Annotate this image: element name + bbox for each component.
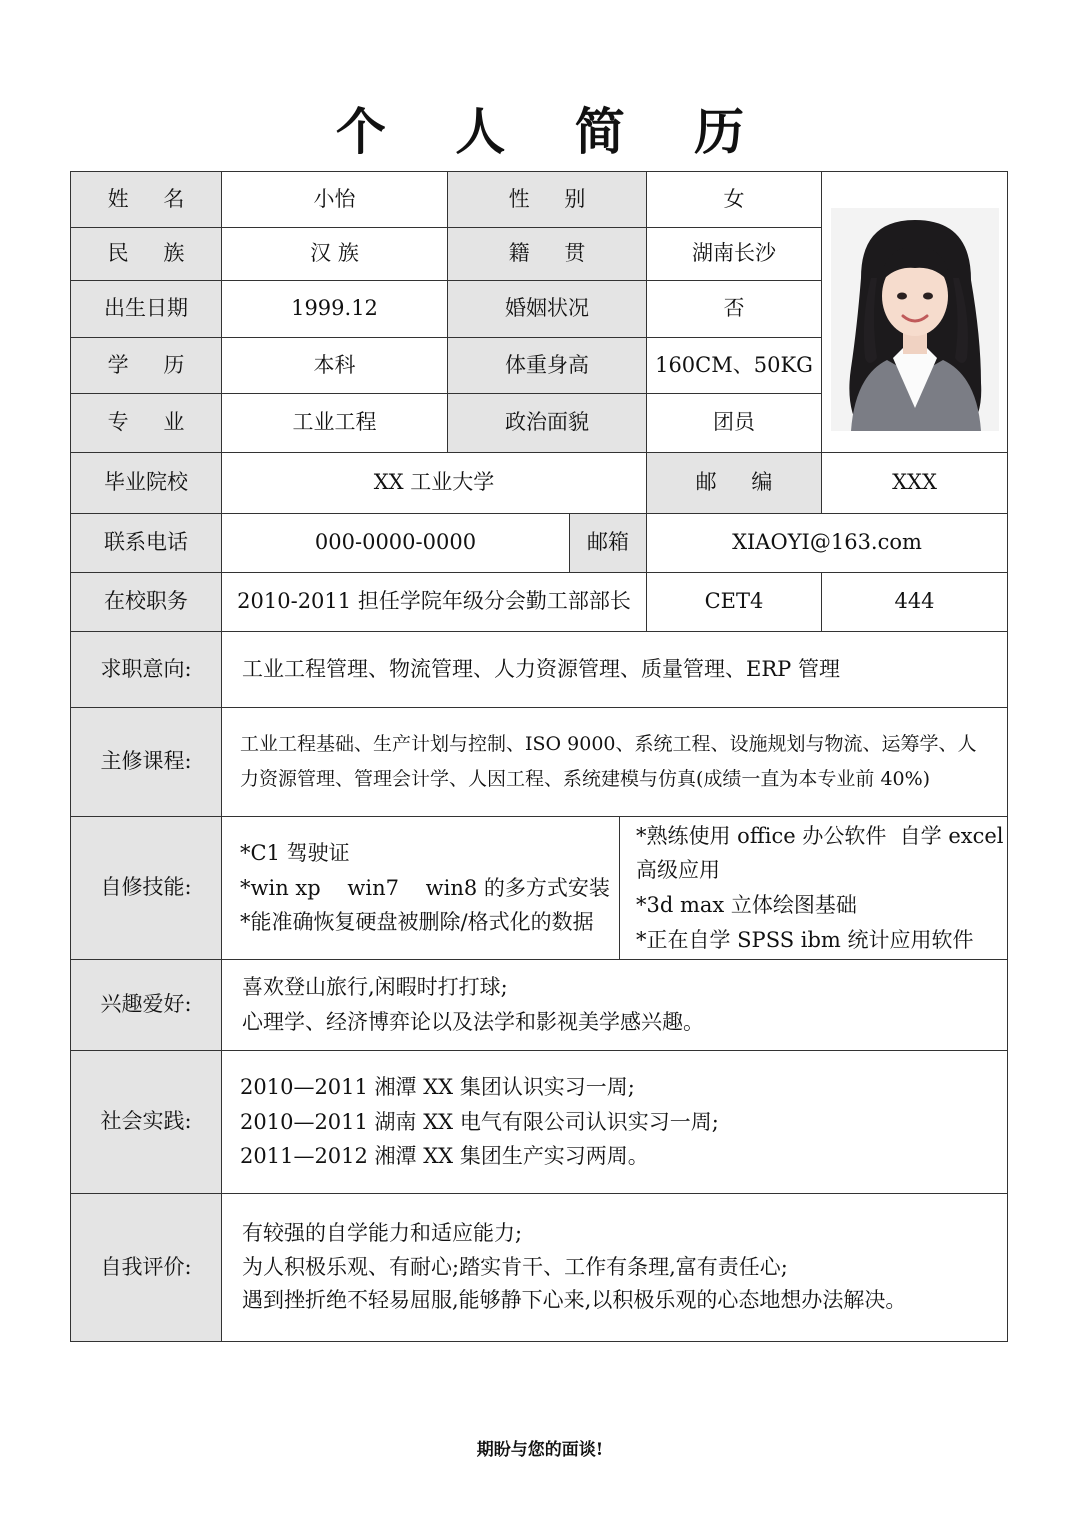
marital-label: 婚姻状况: [447, 280, 647, 338]
practice-line: 2011—2012 湘潭 XX 集团生产实习两周。: [240, 1144, 649, 1169]
courses-label: 主修课程:: [70, 707, 222, 817]
school-label: 毕业院校: [70, 452, 222, 514]
phone-value: 000-0000-0000: [221, 513, 570, 573]
skill-item: *win xp win7 win8 的多方式安装: [240, 875, 610, 900]
birth-label: 出生日期: [70, 280, 222, 338]
practice-line: 2010—2011 湖南 XX 电气有限公司认识实习一周;: [240, 1109, 719, 1134]
skill-item: *C1 驾驶证: [240, 841, 350, 866]
ethnic-label: 民 族: [70, 227, 222, 281]
hobby-label: 兴趣爱好:: [70, 959, 222, 1051]
phone-label: 联系电话: [70, 513, 222, 573]
school-value: XX 工业大学: [221, 452, 647, 514]
courses-line: 力资源管理、管理会计学、人因工程、系统建模与仿真(成绩一直为本专业前 40%): [240, 768, 931, 790]
courses-line: 工业工程基础、生产计划与控制、ISO 9000、系统工程、设施规划与物流、运筹学、人: [240, 732, 977, 755]
email-value: XIAOYI@163.com: [646, 513, 1008, 573]
intent-label: 求职意向:: [70, 631, 222, 708]
eval-line: 有较强的自学能力和适应能力;: [242, 1221, 523, 1246]
email-label: 邮箱: [569, 513, 647, 573]
zip-value: XXX: [821, 452, 1008, 514]
origin-label: 籍 贯: [447, 227, 647, 281]
skill-item: *正在自学 SPSS ibm 统计应用软件: [636, 927, 974, 952]
eval-label: 自我评价:: [70, 1193, 222, 1342]
hobby-line: 心理学、经济博弈论以及法学和影视美学感兴趣。: [242, 1010, 704, 1034]
practice-label: 社会实践:: [70, 1050, 222, 1194]
political-value: 团员: [646, 393, 822, 453]
practice-value: [221, 1050, 1008, 1194]
origin-value: 湖南长沙: [646, 227, 822, 281]
body-label: 体重身高: [447, 337, 647, 394]
gender-value: 女: [646, 171, 822, 228]
skills-left: [221, 816, 620, 960]
eval-line: 遇到挫折绝不轻易屈服,能够静下心来,以积极乐观的心态地想办法解决。: [242, 1288, 907, 1313]
page-title: 个 人 简 历: [335, 102, 771, 161]
political-label: 政治面貌: [447, 393, 647, 453]
cet-label: CET4: [646, 572, 822, 632]
major-label: 专 业: [70, 393, 222, 453]
skills-right: [619, 816, 1008, 960]
skill-item: *3d max 立体绘图基础: [636, 893, 857, 917]
edu-value: 本科: [221, 337, 448, 394]
eval-value: [221, 1193, 1008, 1342]
courses-value: [221, 707, 1008, 817]
skill-item: *能准确恢复硬盘被删除/格式化的数据: [240, 910, 594, 935]
profile-photo: [831, 208, 999, 431]
skill-item: *熟练使用 office 办公软件 自学 excel: [636, 823, 1004, 848]
practice-line: 2010—2011 湘潭 XX 集团认识实习一周;: [240, 1075, 635, 1100]
gender-label: 性 别: [447, 171, 647, 228]
closing-note: 期盼与您的面谈!: [476, 1440, 604, 1460]
major-value: 工业工程: [221, 393, 448, 453]
cet-value: 444: [821, 572, 1008, 632]
name-label: 姓 名: [70, 171, 222, 228]
hobby-value: [221, 959, 1008, 1051]
position-value: 2010-2011 担任学院年级分会勤工部部长: [221, 572, 647, 632]
skill-item: 高级应用: [636, 858, 720, 883]
position-label: 在校职务: [70, 572, 222, 632]
eval-line: 为人积极乐观、有耐心;踏实肯干、工作有条理,富有责任心;: [242, 1254, 788, 1279]
skills-label: 自修技能:: [70, 816, 222, 960]
hobby-line: 喜欢登山旅行,闲暇时打打球;: [242, 975, 508, 1000]
body-value: 160CM、50KG: [646, 337, 822, 394]
ethnic-value: 汉 族: [221, 227, 448, 281]
marital-value: 否: [646, 280, 822, 338]
birth-value: 1999.12: [221, 280, 448, 338]
edu-label: 学 历: [70, 337, 222, 394]
name-value: 小怡: [221, 171, 448, 228]
portrait-illustration: [831, 208, 999, 431]
intent-value: 工业工程管理、物流管理、人力资源管理、质量管理、ERP 管理: [221, 631, 1008, 708]
zip-label: 邮 编: [646, 452, 822, 514]
